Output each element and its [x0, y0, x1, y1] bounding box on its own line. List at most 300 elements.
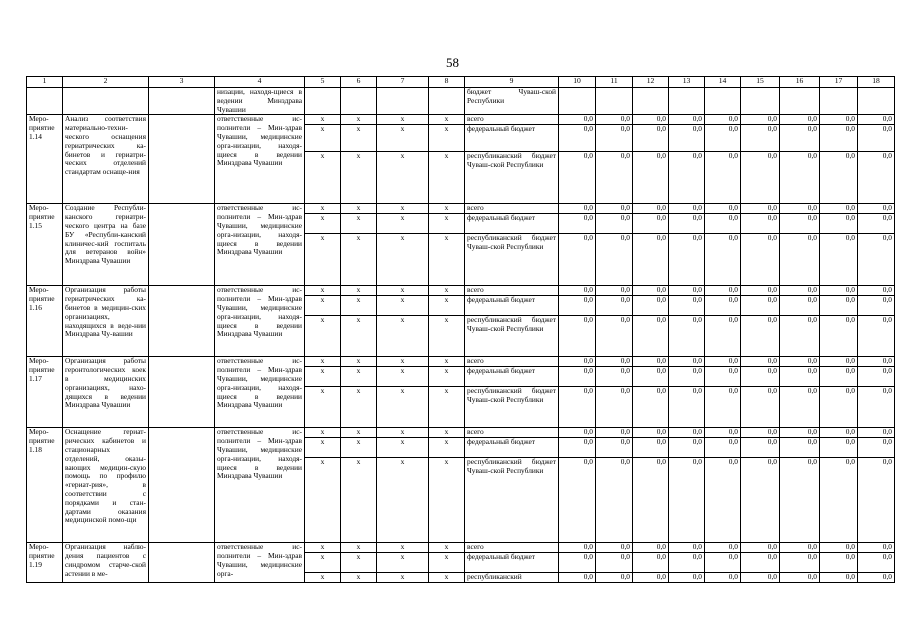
amount-cell: 0,0	[780, 214, 820, 234]
amount-cell: 0,0	[780, 204, 820, 214]
amount-cell: 0,0	[633, 214, 669, 234]
amount-cell: 0,0	[705, 387, 741, 428]
amount-cell: 0,0	[633, 357, 669, 367]
code-cell: х	[341, 152, 377, 204]
amount-cell: 0,0	[705, 316, 741, 357]
source-continuation: бюджет Чуваш-ской Республики	[465, 88, 559, 115]
funding-source: республиканский бюджет Чуваш-ской Республики	[465, 316, 559, 357]
code-cell: х	[377, 316, 429, 357]
amount-cell: 0,0	[820, 234, 858, 286]
amount-cell: 0,0	[820, 553, 858, 573]
funding-source: федеральный бюджет	[465, 438, 559, 458]
amount-cell: 0,0	[559, 387, 596, 428]
code-cell: х	[305, 543, 341, 553]
amount-cell: 0,0	[596, 152, 633, 204]
amount-cell: 0,0	[780, 573, 820, 583]
column-number: 2	[63, 77, 149, 88]
code-cell: х	[341, 543, 377, 553]
amount-cell: 0,0	[820, 428, 858, 438]
amount-cell: 0,0	[705, 357, 741, 367]
amount-cell: 0,0	[780, 125, 820, 152]
code-cell: х	[429, 214, 465, 234]
code-cell: х	[377, 286, 429, 296]
code-cell: х	[429, 573, 465, 583]
amount-cell: 0,0	[820, 387, 858, 428]
amount-cell: 0,0	[858, 553, 895, 573]
amount-cell: 0,0	[741, 296, 780, 316]
amount-cell: 0,0	[596, 204, 633, 214]
funding-source: федеральный бюджет	[465, 367, 559, 387]
column-number: 15	[741, 77, 780, 88]
code-cell: х	[429, 296, 465, 316]
amount-cell: 0,0	[705, 152, 741, 204]
measure-title: Создание Республи-канского гериатри-ческого центра на базе БУ «Республи-канский клиничес-кий госпиталь для ветеранов войн» Минздрава Чувашии	[63, 204, 149, 286]
amount-cell: 0,0	[820, 357, 858, 367]
code-cell: х	[341, 387, 377, 428]
amount-cell: 0,0	[559, 438, 596, 458]
code-cell: х	[305, 234, 341, 286]
code-cell: х	[429, 553, 465, 573]
amount-cell: 0,0	[780, 387, 820, 428]
amount-cell: 0,0	[820, 296, 858, 316]
amount-cell: 0,0	[705, 296, 741, 316]
amount-cell: 0,0	[741, 387, 780, 428]
measure-id: Меро-приятие 1.15	[27, 204, 63, 286]
amount-cell: 0,0	[705, 458, 741, 543]
code-cell: х	[429, 152, 465, 204]
amount-cell: 0,0	[820, 214, 858, 234]
funding-source: республиканский	[465, 573, 559, 583]
measure-col3	[149, 428, 215, 543]
column-number: 8	[429, 77, 465, 88]
amount-cell: 0,0	[820, 115, 858, 125]
column-number: 11	[596, 77, 633, 88]
amount-cell: 0,0	[596, 125, 633, 152]
amount-cell: 0,0	[596, 428, 633, 438]
code-cell: х	[377, 543, 429, 553]
funding-source: республиканский бюджет Чуваш-ской Республики	[465, 234, 559, 286]
amount-cell: 0,0	[858, 357, 895, 367]
code-cell: х	[305, 367, 341, 387]
code-cell: х	[341, 573, 377, 583]
column-number: 5	[305, 77, 341, 88]
code-cell: х	[341, 204, 377, 214]
funding-row	[27, 428, 895, 438]
amount-cell: 0,0	[596, 438, 633, 458]
funding-source: всего	[465, 357, 559, 367]
amount-cell: 0,0	[633, 204, 669, 214]
code-cell: х	[377, 438, 429, 458]
amount-cell: 0,0	[559, 296, 596, 316]
funding-row	[27, 115, 895, 125]
column-number: 3	[149, 77, 215, 88]
code-cell: х	[305, 214, 341, 234]
executor-continuation: низации, находя-щиеся в ведении Минздрава Чувашии	[215, 88, 305, 115]
amount-cell: 0,0	[596, 115, 633, 125]
amount-cell: 0,0	[559, 428, 596, 438]
funding-row	[27, 357, 895, 367]
continuation-row	[27, 88, 895, 115]
amount-cell: 0,0	[741, 553, 780, 573]
amount-cell: 0,0	[633, 458, 669, 543]
funding-source: всего	[465, 286, 559, 296]
measure-id: Меро-приятие 1.16	[27, 286, 63, 357]
measure-id: Меро-приятие 1.17	[27, 357, 63, 428]
amount-cell: 0,0	[633, 296, 669, 316]
funding-source: республиканский бюджет Чуваш-ской Республики	[465, 387, 559, 428]
amount-cell: 0,0	[705, 367, 741, 387]
code-cell: х	[429, 234, 465, 286]
code-cell: х	[429, 357, 465, 367]
amount-cell: 0,0	[705, 543, 741, 553]
amount-cell: 0,0	[741, 428, 780, 438]
amount-cell: 0,0	[741, 543, 780, 553]
code-cell: х	[377, 125, 429, 152]
amount-cell: 0,0	[559, 125, 596, 152]
amount-cell: 0,0	[559, 234, 596, 286]
amount-cell: 0,0	[669, 428, 705, 438]
code-cell: х	[341, 438, 377, 458]
measure-title: Организация наблю-дения пациентов с синдромом старче-ской астении в ме-	[63, 543, 149, 583]
amount-cell: 0,0	[633, 125, 669, 152]
amount-cell: 0,0	[858, 458, 895, 543]
code-cell: х	[377, 367, 429, 387]
column-number: 16	[780, 77, 820, 88]
amount-cell: 0,0	[705, 204, 741, 214]
amount-cell: 0,0	[741, 234, 780, 286]
amount-cell: 0,0	[705, 553, 741, 573]
measure-executor: ответственные ис-полнители – Мин-здрав Чувашии, медицинские орга-низации, находя-щиеся в ведении Минздрава Чувашии	[215, 357, 305, 428]
code-cell: х	[305, 438, 341, 458]
measure-executor: ответственные ис-полнители – Мин-здрав Чувашии, медицинские орга-	[215, 543, 305, 583]
amount-cell: 0,0	[858, 286, 895, 296]
code-cell: х	[341, 115, 377, 125]
amount-cell: 0,0	[705, 438, 741, 458]
code-cell: х	[377, 357, 429, 367]
amount-cell: 0,0	[559, 316, 596, 357]
amount-cell: 0,0	[596, 458, 633, 543]
amount-cell: 0,0	[559, 152, 596, 204]
amount-cell: 0,0	[633, 286, 669, 296]
amount-cell: 0,0	[633, 543, 669, 553]
code-cell: х	[429, 115, 465, 125]
amount-cell: 0,0	[741, 204, 780, 214]
amount-cell: 0,0	[559, 458, 596, 543]
amount-cell: 0,0	[633, 553, 669, 573]
amount-cell: 0,0	[820, 543, 858, 553]
amount-cell: 0,0	[559, 573, 596, 583]
program-table	[26, 76, 895, 583]
amount-cell: 0,0	[858, 204, 895, 214]
amount-cell: 0,0	[633, 115, 669, 125]
amount-cell: 0,0	[780, 316, 820, 357]
code-cell: х	[429, 543, 465, 553]
amount-cell: 0,0	[741, 125, 780, 152]
measure-title: Организация работы гериатрических ка-бинетов в медицин-ских организациях, находящихся в веде-нии Минздрава Чу-вашии	[63, 286, 149, 357]
amount-cell: 0,0	[741, 316, 780, 357]
amount-cell: 0,0	[820, 438, 858, 458]
amount-cell: 0,0	[780, 286, 820, 296]
amount-cell: 0,0	[858, 214, 895, 234]
amount-cell: 0,0	[633, 234, 669, 286]
funding-row	[27, 543, 895, 553]
amount-cell: 0,0	[596, 214, 633, 234]
code-cell: х	[305, 286, 341, 296]
column-number: 18	[858, 77, 895, 88]
amount-cell: 0,0	[669, 152, 705, 204]
amount-cell: 0,0	[596, 543, 633, 553]
measure-id: Меро-приятие 1.18	[27, 428, 63, 543]
code-cell: х	[341, 286, 377, 296]
amount-cell: 0,0	[858, 573, 895, 583]
code-cell: х	[305, 316, 341, 357]
measure-id: Меро-приятие 1.19	[27, 543, 63, 583]
amount-cell: 0,0	[780, 428, 820, 438]
amount-cell: 0,0	[820, 458, 858, 543]
column-number: 12	[633, 77, 669, 88]
amount-cell: 0,0	[780, 553, 820, 573]
measure-col3	[149, 357, 215, 428]
code-cell: х	[377, 387, 429, 428]
code-cell: х	[377, 152, 429, 204]
code-cell: х	[341, 553, 377, 573]
code-cell: х	[377, 573, 429, 583]
code-cell: х	[429, 125, 465, 152]
amount-cell: 0,0	[633, 573, 669, 583]
funding-source: республиканский бюджет Чуваш-ской Республики	[465, 458, 559, 543]
measure-col3	[149, 286, 215, 357]
amount-cell: 0,0	[596, 553, 633, 573]
amount-cell: 0,0	[741, 152, 780, 204]
amount-cell: 0,0	[633, 316, 669, 357]
amount-cell: 0,0	[705, 115, 741, 125]
amount-cell: 0,0	[858, 152, 895, 204]
amount-cell: 0,0	[820, 367, 858, 387]
amount-cell: 0,0	[780, 234, 820, 286]
measure-title: Оснащение гериат-рических кабинетов и стационарных отделений, оказы-вающих медицин-скую помощь по профилю «гериат-рия», в соответствии с порядками и стан-дартами оказания медицинской помо-щи	[63, 428, 149, 543]
amount-cell: 0,0	[780, 367, 820, 387]
amount-cell: 0,0	[705, 428, 741, 438]
measure-title: Организация работы геронтологических коек в медицинских организациях, нахо-дящихся в ведении Минздрава Чувашии	[63, 357, 149, 428]
amount-cell: 0,0	[858, 387, 895, 428]
amount-cell: 0,0	[741, 367, 780, 387]
amount-cell: 0,0	[820, 316, 858, 357]
code-cell: х	[429, 316, 465, 357]
code-cell: х	[305, 296, 341, 316]
code-cell: х	[429, 458, 465, 543]
column-number: 10	[559, 77, 596, 88]
amount-cell: 0,0	[741, 438, 780, 458]
code-cell: х	[377, 553, 429, 573]
amount-cell: 0,0	[596, 367, 633, 387]
measure-executor: ответственные ис-полнители – Мин-здрав Чувашии, медицинские орга-низации, находя-щиеся в ведении Минздрава Чувашии	[215, 204, 305, 286]
amount-cell: 0,0	[559, 214, 596, 234]
amount-cell: 0,0	[820, 286, 858, 296]
amount-cell: 0,0	[858, 438, 895, 458]
column-number: 7	[377, 77, 429, 88]
amount-cell: 0,0	[669, 357, 705, 367]
amount-cell: 0,0	[780, 115, 820, 125]
code-cell: х	[429, 367, 465, 387]
code-cell: х	[341, 214, 377, 234]
code-cell: х	[305, 115, 341, 125]
amount-cell: 0,0	[596, 573, 633, 583]
funding-source: федеральный бюджет	[465, 296, 559, 316]
amount-cell: 0,0	[559, 553, 596, 573]
amount-cell: 0,0	[669, 458, 705, 543]
amount-cell: 0,0	[820, 152, 858, 204]
code-cell: х	[341, 357, 377, 367]
measure-executor: ответственные ис-полнители – Мин-здрав Чувашии, медицинские орга-низации, находя-щиеся в ведении Минздрава Чувашии	[215, 115, 305, 204]
code-cell: х	[341, 428, 377, 438]
amount-cell: 0,0	[741, 573, 780, 583]
amount-cell: 0,0	[705, 125, 741, 152]
code-cell: х	[377, 296, 429, 316]
amount-cell: 0,0	[669, 204, 705, 214]
amount-cell: 0,0	[820, 125, 858, 152]
amount-cell: 0,0	[858, 367, 895, 387]
code-cell: х	[377, 115, 429, 125]
amount-cell: 0,0	[741, 458, 780, 543]
amount-cell: 0,0	[820, 204, 858, 214]
amount-cell: 0,0	[669, 316, 705, 357]
amount-cell: 0,0	[705, 234, 741, 286]
amount-cell: 0,0	[596, 296, 633, 316]
amount-cell: 0,0	[633, 428, 669, 438]
code-cell: х	[429, 204, 465, 214]
code-cell: х	[377, 204, 429, 214]
measure-col3	[149, 204, 215, 286]
code-cell: х	[429, 286, 465, 296]
column-number: 1	[27, 77, 63, 88]
amount-cell: 0,0	[858, 125, 895, 152]
code-cell: х	[429, 438, 465, 458]
amount-cell: 0,0	[669, 543, 705, 553]
amount-cell: 0,0	[858, 115, 895, 125]
code-cell: х	[341, 296, 377, 316]
amount-cell: 0,0	[596, 286, 633, 296]
amount-cell: 0,0	[559, 357, 596, 367]
amount-cell: 0,0	[669, 553, 705, 573]
code-cell: х	[305, 357, 341, 367]
amount-cell: 0,0	[669, 573, 705, 583]
amount-cell: 0,0	[780, 458, 820, 543]
code-cell: х	[305, 458, 341, 543]
amount-cell: 0,0	[669, 125, 705, 152]
code-cell: х	[341, 367, 377, 387]
code-cell: х	[429, 428, 465, 438]
code-cell: х	[341, 458, 377, 543]
amount-cell: 0,0	[858, 296, 895, 316]
amount-cell: 0,0	[741, 286, 780, 296]
amount-cell: 0,0	[669, 387, 705, 428]
amount-cell: 0,0	[559, 543, 596, 553]
code-cell: х	[305, 204, 341, 214]
funding-source: всего	[465, 428, 559, 438]
amount-cell: 0,0	[780, 152, 820, 204]
funding-source: всего	[465, 115, 559, 125]
column-number-row	[27, 77, 895, 88]
column-number: 6	[341, 77, 377, 88]
funding-row	[27, 286, 895, 296]
amount-cell: 0,0	[633, 387, 669, 428]
amount-cell: 0,0	[780, 296, 820, 316]
amount-cell: 0,0	[780, 543, 820, 553]
amount-cell: 0,0	[669, 115, 705, 125]
amount-cell: 0,0	[633, 367, 669, 387]
amount-cell: 0,0	[741, 214, 780, 234]
amount-cell: 0,0	[780, 357, 820, 367]
funding-row	[27, 204, 895, 214]
amount-cell: 0,0	[741, 357, 780, 367]
amount-cell: 0,0	[858, 234, 895, 286]
amount-cell: 0,0	[820, 573, 858, 583]
measure-executor: ответственные ис-полнители – Мин-здрав Чувашии, медицинские орга-низации, находя-щиеся в ведении Минздрава Чувашии	[215, 286, 305, 357]
measure-id: Меро-приятие 1.14	[27, 115, 63, 204]
column-number: 9	[465, 77, 559, 88]
measure-col3	[149, 543, 215, 583]
code-cell: х	[341, 125, 377, 152]
amount-cell: 0,0	[780, 438, 820, 458]
code-cell: х	[377, 234, 429, 286]
amount-cell: 0,0	[669, 296, 705, 316]
amount-cell: 0,0	[633, 438, 669, 458]
code-cell: х	[377, 458, 429, 543]
amount-cell: 0,0	[705, 214, 741, 234]
funding-source: всего	[465, 543, 559, 553]
code-cell: х	[305, 553, 341, 573]
funding-source: республиканский бюджет Чуваш-ской Республики	[465, 152, 559, 204]
amount-cell: 0,0	[669, 367, 705, 387]
page-number: 58	[446, 55, 459, 70]
code-cell: х	[305, 573, 341, 583]
column-number: 14	[705, 77, 741, 88]
amount-cell: 0,0	[705, 286, 741, 296]
amount-cell: 0,0	[559, 115, 596, 125]
column-number: 4	[215, 77, 305, 88]
column-number: 13	[669, 77, 705, 88]
amount-cell: 0,0	[596, 316, 633, 357]
amount-cell: 0,0	[669, 234, 705, 286]
funding-source: федеральный бюджет	[465, 553, 559, 573]
funding-source: всего	[465, 204, 559, 214]
funding-source: федеральный бюджет	[465, 214, 559, 234]
amount-cell: 0,0	[596, 387, 633, 428]
code-cell: х	[341, 234, 377, 286]
amount-cell: 0,0	[705, 573, 741, 583]
measure-executor: ответственные ис-полнители – Мин-здрав Чувашии, медицинские орга-низации, находя-щиеся в ведении Минздрава Чувашии	[215, 428, 305, 543]
amount-cell: 0,0	[559, 367, 596, 387]
code-cell: х	[305, 125, 341, 152]
funding-source: федеральный бюджет	[465, 125, 559, 152]
code-cell: х	[341, 316, 377, 357]
amount-cell: 0,0	[596, 234, 633, 286]
code-cell: х	[377, 428, 429, 438]
measure-col3	[149, 115, 215, 204]
code-cell: х	[305, 387, 341, 428]
amount-cell: 0,0	[669, 214, 705, 234]
amount-cell: 0,0	[559, 286, 596, 296]
amount-cell: 0,0	[559, 204, 596, 214]
amount-cell: 0,0	[858, 316, 895, 357]
amount-cell: 0,0	[669, 286, 705, 296]
amount-cell: 0,0	[858, 543, 895, 553]
amount-cell: 0,0	[633, 152, 669, 204]
amount-cell: 0,0	[858, 428, 895, 438]
code-cell: х	[377, 214, 429, 234]
amount-cell: 0,0	[596, 357, 633, 367]
amount-cell: 0,0	[669, 438, 705, 458]
